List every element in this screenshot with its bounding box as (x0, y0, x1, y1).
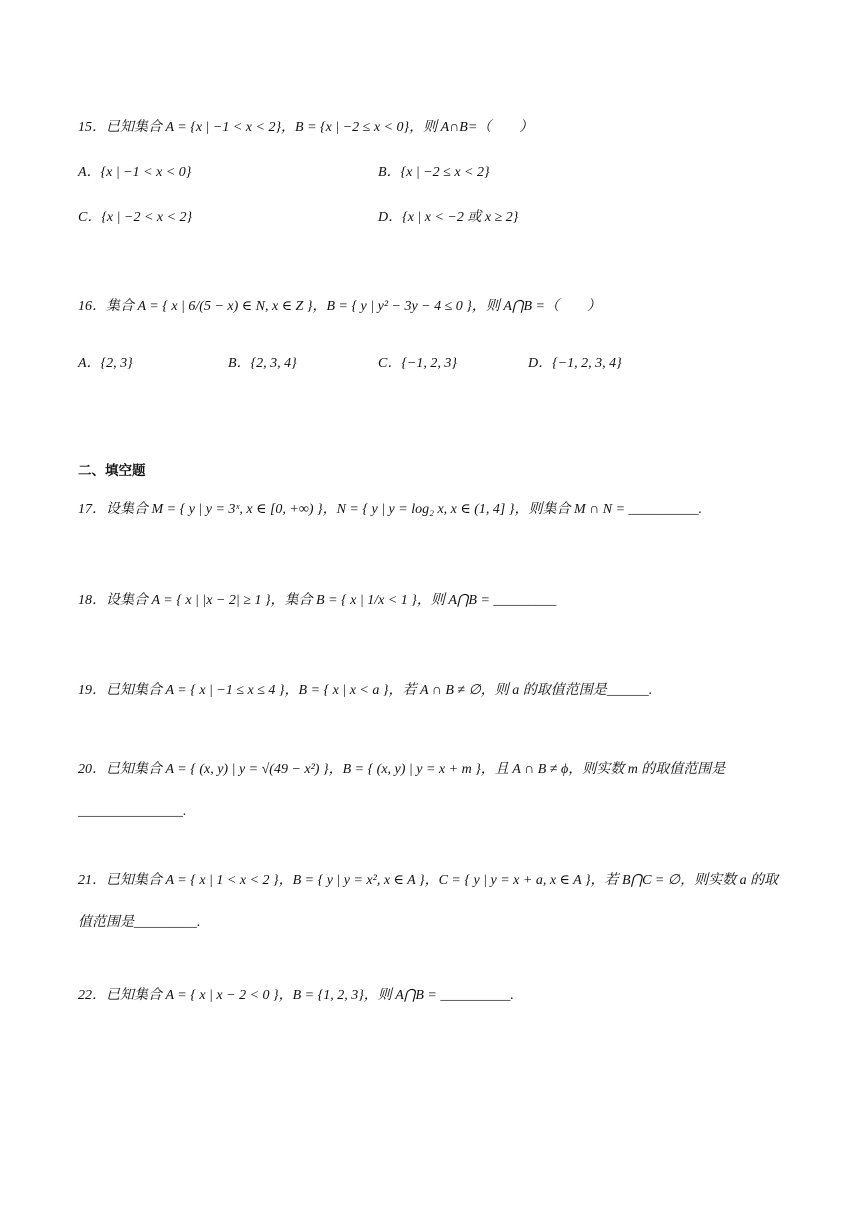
question-18: 18．设集合 A = { x | |x − 2| ≥ 1 }，集合 B = { x | 1/x < 1 }，则 A⋂B = _________ (78, 593, 557, 608)
question-20-line-2: _______________. (78, 804, 187, 819)
q15-option-d[interactable]: D．{x | x < −2 或 x ≥ 2} (378, 210, 519, 225)
q16-option-c[interactable]: C．{−1, 2, 3} (378, 356, 457, 371)
question-17: 17．设集合 M = { y | y = 3ˣ, x ∈ [0, +∞) }，N = { y | y = log₂ x, x ∈ (1, 4] }，则集合 M ∩ N = __________. (78, 502, 703, 517)
q16-option-a[interactable]: A．{2, 3} (78, 356, 133, 371)
q15-option-a[interactable]: A．{x | −1 < x < 0} (78, 165, 192, 180)
question-19: 19．已知集合 A = { x | −1 ≤ x ≤ 4 }，B = { x | x < a }，若 A ∩ B ≠ ∅，则 a 的取值范围是______. (78, 683, 653, 698)
question-21-line-1: 21．已知集合 A = { x | 1 < x < 2 }，B = { y | y = x², x ∈ A }，C = { y | y = x + a, x ∈ A }，若 B⋂C = ∅，则实数 a 的取 (78, 873, 779, 888)
question-20-line-1: 20．已知集合 A = { (x, y) | y = √(49 − x²) }，B = { (x, y) | y = x + m }，且 A ∩ B ≠ ϕ，则实数 m 的取值范围是 (78, 762, 726, 777)
q15-option-c[interactable]: C．{x | −2 < x < 2} (78, 210, 193, 225)
q15-option-b[interactable]: B．{x | −2 ≤ x < 2} (378, 165, 490, 180)
question-15-stem: 15．已知集合 A = {x | −1 < x < 2}，B = {x | −2 ≤ x < 0}，则 A∩B=（ ） (78, 120, 534, 135)
q16-option-d[interactable]: D．{−1, 2, 3, 4} (528, 356, 622, 371)
q16-option-b[interactable]: B．{2, 3, 4} (228, 356, 297, 371)
question-22: 22．已知集合 A = { x | x − 2 < 0 }，B = {1, 2, 3}，则 A⋂B = __________. (78, 988, 514, 1003)
question-16-stem: 16．集合 A = { x | 6/(5 − x) ∈ N, x ∈ Z }，B = { y | y² − 3y − 4 ≤ 0 }，则 A⋂B =（ ） (78, 299, 601, 314)
section-title: 二、填空题 (78, 463, 146, 479)
question-21-line-2: 值范围是_________. (78, 915, 201, 930)
